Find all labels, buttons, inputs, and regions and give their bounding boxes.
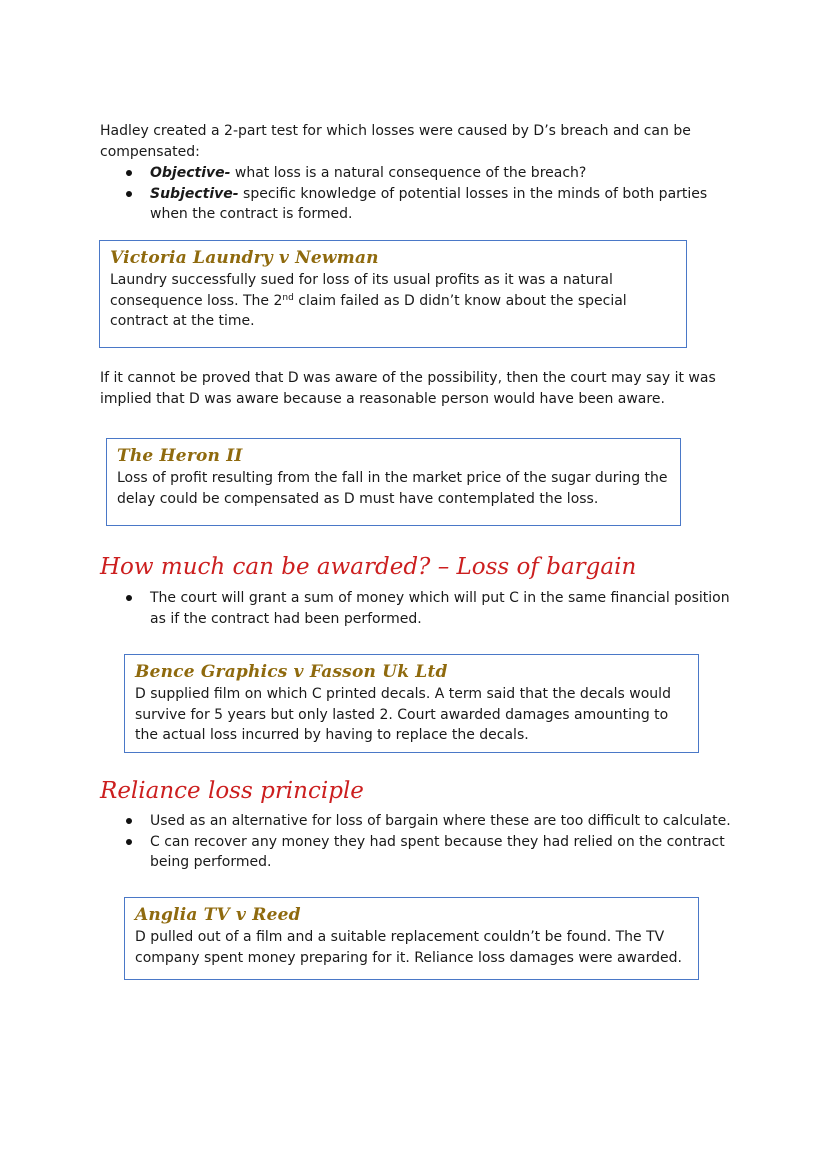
implied-paragraph: If it cannot be proved that D was aware of the possibility, then the court may say it was implied that D was aware because a reasonable person would have been aware. [100,370,716,407]
case-title: Bence Graphics v Fasson Uk Ltd [135,662,448,682]
list-item [100,184,740,225]
list-item [100,163,740,184]
list-item-text: C can recover any money they had spent because they had relied on the contract being performed. [150,833,725,870]
term-label: Objective- [150,165,231,181]
reliance-list [100,811,740,873]
list-item [100,811,740,832]
bullet-icon [126,170,132,176]
ordinal-suffix: nd [282,292,294,303]
list-item [100,832,740,873]
intro-paragraph: Hadley created a 2-part test for which losses were caused by D’s breach and can be compensated: [100,123,691,160]
section-heading-reliance-loss: Reliance loss principle [100,778,364,804]
bullet-icon [126,595,132,601]
case-title: The Heron II [117,446,243,466]
bullet-icon [126,839,132,845]
section-heading-loss-of-bargain: How much can be awarded? – Loss of bargain [100,554,637,580]
case-box-victoria-laundry [99,240,687,348]
case-body-text: Laundry successfully sued for loss of its usual profits as it was a natural consequence loss. The 2 [110,272,613,309]
bullet-icon [126,191,132,197]
case-body [110,270,676,332]
case-body: D supplied film on which C printed decals. A term said that the decals would survive for 5 years but only lasted 2. Court awarded damages amounting to the actual loss incurred by having to replace the decals. [135,686,671,743]
case-title: Anglia TV v Reed [135,905,301,925]
case-box-bence-graphics [124,654,699,753]
list-item [100,588,740,629]
case-box-heron [106,438,681,526]
case-body-text: claim failed as D didn’t know about the special contract at the time. [110,292,627,329]
term-label: Subjective- [150,185,239,202]
case-box-anglia-tv [124,897,699,980]
test-list [100,163,740,225]
term-text: what loss is a natural consequence of the breach? [230,165,587,181]
bullet-icon [126,818,132,824]
bargain-list [100,588,740,629]
case-body: Loss of profit resulting from the fall in the market price of the sugar during the delay could be compensated as D must have contemplated the loss. [117,470,668,507]
term-text: specific knowledge of potential losses in the minds of both parties when the contract is formed. [150,185,708,222]
case-body: D pulled out of a film and a suitable replacement couldn’t be found. The TV company spent money preparing for it. Reliance loss damages were awarded. [135,929,682,966]
list-item-text: Used as an alternative for loss of bargain where these are too difficult to calculate. [150,813,731,829]
case-title: Victoria Laundry v Newman [110,248,379,268]
list-item-text: The court will grant a sum of money which will put C in the same financial position as if the contract had been performed. [150,590,730,627]
